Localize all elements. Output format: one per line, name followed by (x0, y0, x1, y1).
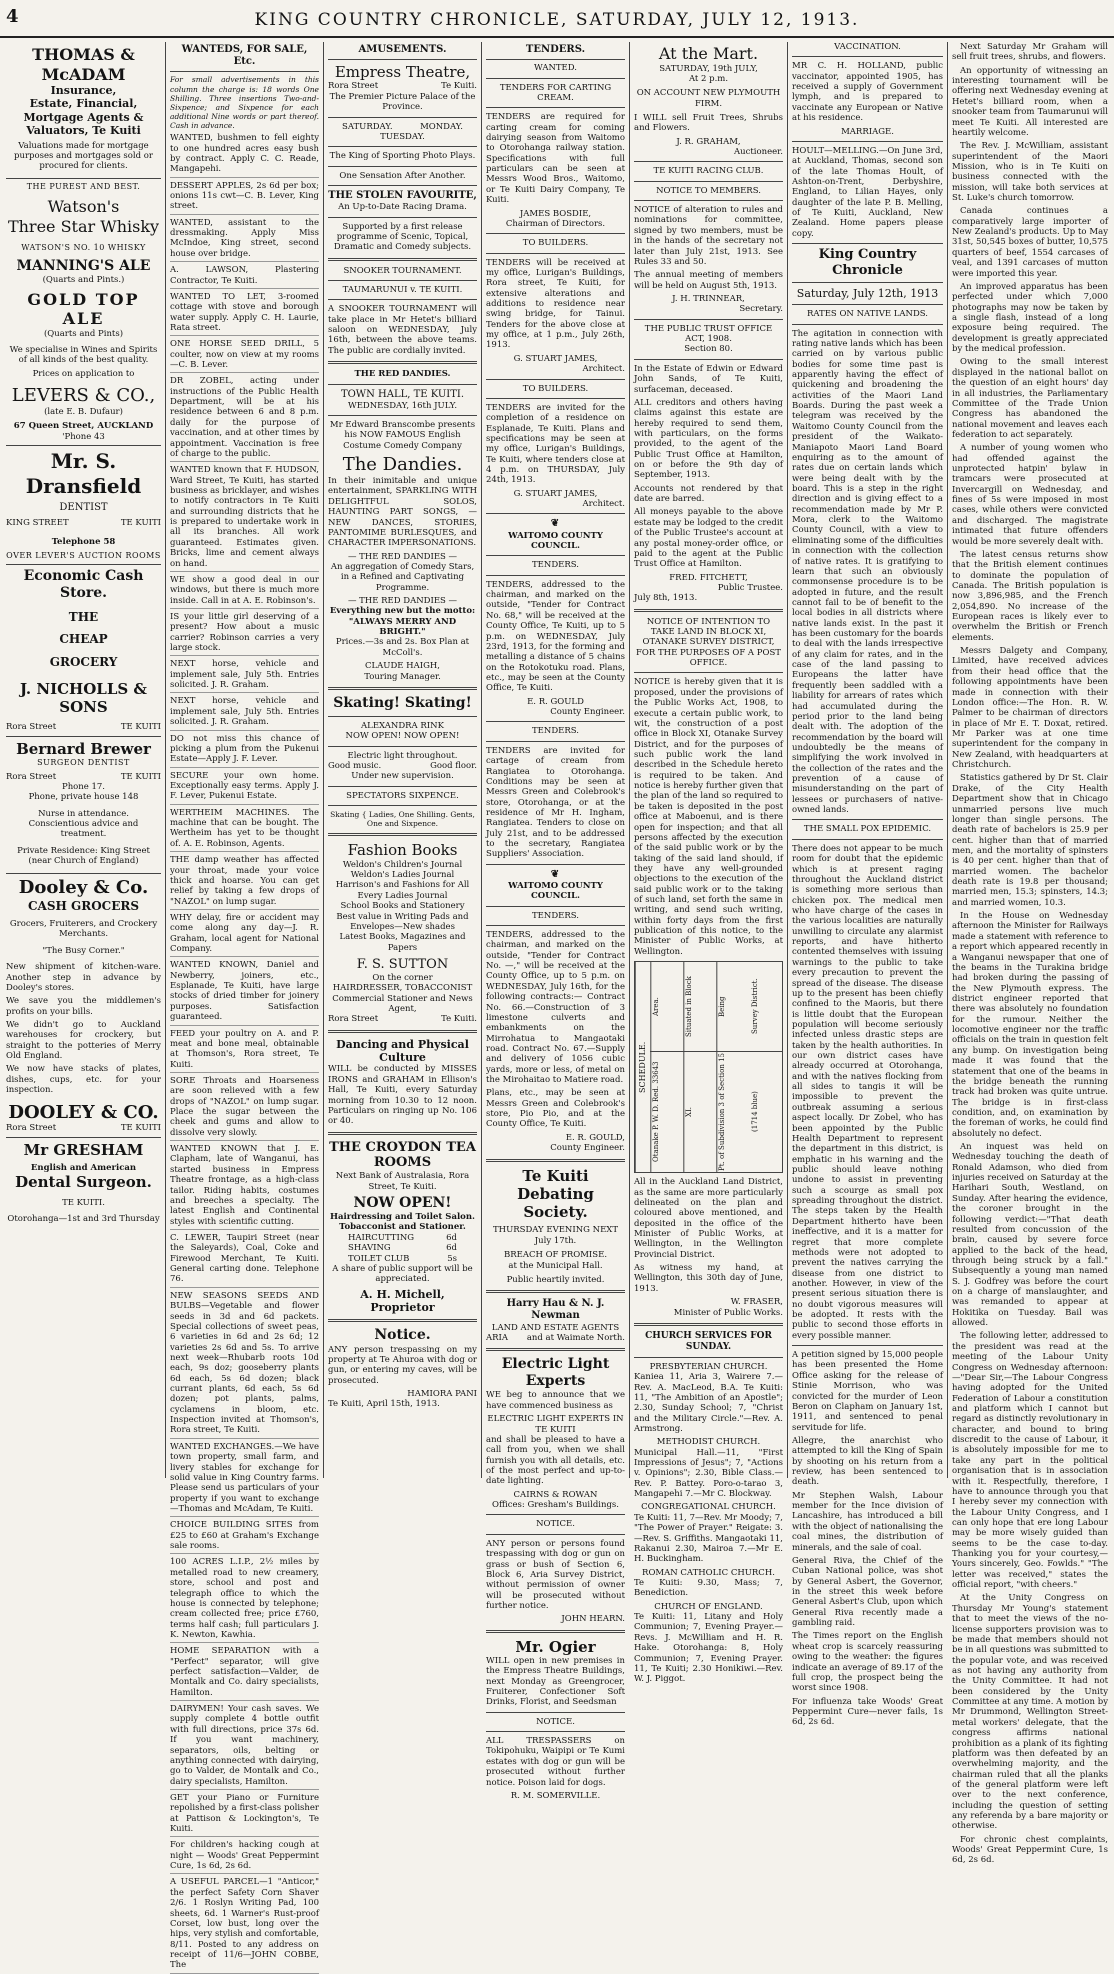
page-number: 4 (6, 6, 19, 27)
column-7-news (948, 42, 1112, 1866)
news-paragraph: The following letter, addressed to the president was read at the meeting of the Labour Unity Congress on Wednesday afternoon:—"Dear Sir,—The Labour Congress having adopted for the United Federation of Labour a constitution and platform which I cannot but regard as distinctly revolutionary in character, and bound to bring discredit to the cause of Labour, it is absolutely impossible for me to take any part in the political organisation that is in association with it. Respectfully, therefore, I have to announce through you that I hereby sever my connection with the Labour Unity Congress, and I can only hope that ere long Labour may be more wisely guided than seems to be the case to-day. Thanking you for your courtesy,—Yours sincerely, Geo. Fowlds." "The letter was received," states the official report, "with cheers." (952, 1331, 1108, 1591)
fashion-list-item: Every Ladies Journal (357, 890, 448, 901)
classified-ad: NEW SEASONS SEEDS AND BULBS—Vegetable and flower seeds in 3d and 6d packets. Special collections of sweet peas, 6 varieties in 6d and 2s 6d; 12 varieties 2s 6d and 5s. To arrive next week—Rhubarb roots 10d each, 9s doz; gooseberry plants 6d each, 5s 6d dozen; black currant plants, 6d each, 5s 6d dozen; pot plants, palms, cyclamens in bloom, etc. Inspection invited at Thomson's, Rora street, Te Kuiti. (170, 1291, 319, 1439)
news-paragraph: An inquest was held on Wednesday touching the death of Ronald Adamson, who died from injuries received on Saturday at the Harihari South, Westland, on Sunday. After hearing the evidence, the coroner brought in the following verdict:—"That death resulted from concussion of the brain, caused by severe force applied to the back of the head, through being struck by a fall." Subsequently a young man named S. J. Godfrey was before the court on a charge of manslaughter, and was remanded to appear at Hokitika on Tuesday. Bail was allowed. (952, 1142, 1108, 1329)
fashion-list-item: Latest Books, Magazines and Papers (339, 932, 466, 953)
news-paragraph: Next Saturday Mr Graham will sell fruit trees, shrubs, and flowers. (952, 42, 1108, 63)
classified-ad: DAIRYMEN! Your cash saves. We supply complete 4 bottle outfit with full directions, price 37s 6d. If you want machinery, separators, oils, belting or anything connected with dairying, go to Valder, de Montalk and Co., dairy specialists, Hamilton. (170, 1704, 319, 1790)
price-value: 6d (446, 1232, 457, 1243)
fashion-list-item: Harrison's and Fashions for All (335, 880, 470, 891)
classified-ad: WANTED known that F. HUDSON, Ward Street, Te Kuiti, has started business as bricklayer, and wishes to notify contractors in Te Kuiti and surrounding districts that he is prepared to undertake work in all its branches. All work guaranteed. Estimates given. Bricks, lime and cement always on hand. (170, 465, 319, 572)
classified-ad: WANTED KNOWN that J. E. Clapham, late of Wanganui, has started business in Empress Theatre frontage, as a high-class tailor. Riding habits, costumes and breeches a specialty. The latest English and Continental styles with scientific cutting. (170, 1144, 319, 1230)
price-row (328, 1243, 477, 1253)
classified-ad: DESSERT APPLES, 2s 6d per box; onions 11s cwt—C. B. Lever, King street. (170, 181, 319, 215)
classified-ad: C. LEWER, Taupiri Street (near the Saleyards), Coal, Coke and Firewood Merchant, Te Kuiti. General carting done. Telephone 76. (170, 1233, 319, 1288)
classified-ad: WANTED, bushmen to fell eighty to one hundred acres easy bush by contract. Apply C. C. Reade, Mangapehi. (170, 133, 319, 177)
newspaper-title: KING COUNTRY CHRONICLE, SATURDAY, JULY 12, 1913. (254, 10, 860, 30)
news-paragraph: Owing to the small interest displayed in the national ballot on the question of an eight hours' day in all industries, the Parliamentary Committee of the Trade Union Congress has abandoned the national movement and leaves each federation to act separately. (952, 357, 1108, 440)
classified-ad: DO not miss this chance of picking a plum from the Pukenui Estate—Apply J. F. Lever. (170, 734, 319, 768)
dooley-ad: Dooley & Co. CASH GROCERS Grocers, Fruiterers, and Crockery Merchants. "The Busy Corner." New shipment of kitchen-ware. Another step in advance by Dooley's stores. We save you the middlemen's profits on your bills. We didn't go to Auckland warehouses for crockery, but straight to the potteries of Merry Old England. We now have stacks of plates, dishes, cups, etc. for your inspection. DOOLEY & CO. Rora Street TE KUITI (6, 874, 161, 1138)
column-4-tenders: TENDERS. WANTED. TENDERS FOR CARTING CREAM. TENDERS are required for carting cream for coming dairying season from Waitomo to Otorohanga railway station. Specifications with full particulars can be seen at Messrs Wood Bros., Waitomo, or Te Kuiti Dairy Company, Te Kuiti. JAMES BOSDIE, Chairman of Directors. TO BUILDERS. TENDERS will be received at my office, Lurigan's Buildings, Rora street, Te Kuiti, for extensive alterations and additions to residence near swing bridge, for Tainui. Tenders for the above close at my office, at 1 p.m., July 26th, 1913. G. STUART JAMES, Architect. TO BUILDERS. TENDERS are invited for the completion of a residence on Esplanade, Te Kuiti. Plans and specifications may be seen at my office, Lurigan's Buildings, Te Kuiti, where tenders close at 4 p.m. on THURSDAY, July 24th, 1913. G. STUART JAMES, Architect. ❦ WAITOMO COUNTY COUNCIL. TENDERS. TENDERS, addressed to the chairman, and marked on the outside, "Tender for Contract No. 68," will be received at the County Office, Te Kuiti, up to 5 p.m. on WEDNESDAY, July 23rd, 1913, for the forming and metalling a distance of 5 chains on the Rotokotuku road. Plans, etc., may be seen at the County Office, Te Kuiti. E. R. GOULD County Engineer. TENDERS. TENDERS are invited for cartage of cream from Rangiatea to Otorohanga. Conditions may be seen at Messrs Green and Colebrook's store, Otorohanga, or at the residence of Mr H. Ingham, Rangiatea. Tenders to close on July 21st, and to be addressed to the secretary, Rangiatea Suppliers' Association. ❦ WAITOMO COUNTY COUNCIL. TENDERS. TENDERS, addressed to the chairman, and marked on the outside, "Tender for Contract No. —," will be received at the County Office, up to 5 p.m. on WEDNESDAY, July 16th, for the following contracts:— Contract No. 66.—Construction of 3 limestone culverts and embankments on the Mirrohatua to Mangaotaki road. Contract No. 67.—Supply and delivery of 1056 cubic yards, more or less, of metal on the Mirohaitao to Matiere road. Plans, etc., may be seen at Messrs Green and Colebrook's store, Pio Pio, and at the County Office, Te Kuiti. E. R. GOULD, County Engineer. Te Kuiti Debating Society. THURSDAY EVENING NEXT July 17th. BREACH OF PROMISE. at the Municipal Hall. Public heartily invited. Harry Hau & N. J. Newman LAND AND ESTATE AGENTS ARIA and at Waimate North. Electric Light Experts WE beg to announce that we have commenced business as ELECTRIC LIGHT EXPERTS IN TE KUITI and shall be pleased to have a call from you, when we shall furnish you with all details, etc. of the most perfect and up-to-date lighting. CAIRNS & ROWAN Offices: Gresham's Buildings. NOTICE. ANY person or persons found trespassing with dog or gun on grass or bush of Section 6, Block 6, Aria Survey District, without permission of owner will be prosecuted without further notice. JOHN HEARN. Mr. Ogier WILL open in new premises in the Empress Theatre Buildings, next Monday as Greengrocer, Fruiterer, Confectioner Soft Drinks, Florist, and Seedsman NOTICE. ALL TRESPASSERS on Tokipohuku, Waipipi or Te Kumi estates with dog or gun will be prosecuted without further notice. Poison laid for dogs. R. M. SOMERVILLE. (482, 42, 630, 1478)
classified-ad: CHOICE BUILDING SITES from £25 to £60 at Graham's Exchange sale rooms. (170, 1520, 319, 1554)
newspaper-nameplate: King Country Chronicle (792, 243, 943, 283)
advertiser-name: THOMAS & McADAM (32, 45, 135, 84)
classified-ad: FEED your poultry on A. and P. meat and bone meal, obtainable at Thomson's, Rora street, Te Kuiti. (170, 1029, 319, 1073)
gresham-ad: Mr GRESHAM English and American Dental Surgeon. TE KUITI. Otorohanga—1st and 3rd Thursday (7, 1140, 160, 1225)
news-paragraph: At the Unity Congress on Thursday Mr Young's statement that to meet the views of the no-license supporters provision was to be made that members should not be in all questions was submitted to the popular vote, and was received as not having any authority from the Unity Committee. It had not been considered by the Unity Committee at any time. A motion by Mr Drummond, Wellington Street-metal workers' delegate, that the congress affirms national prohibition as a plank of its fighting platform was then defeated by an overwhelming majority, and the chairman ruled that all the planks of the general platform were left over to the next conference, including the question of setting any referenda by a bare majority or otherwise. (952, 1593, 1108, 1832)
news-paragraph-list (952, 42, 1108, 1866)
news-paragraph: The Rev. J. McWilliam, assistant superintendent of the Maori Mission, who is in Te Kuiti on business connected with the mission, will take both services at St. Luke's church tomorrow. (952, 141, 1108, 204)
council-crest-icon: ❦ (550, 518, 561, 530)
fashion-list-item: School Books and Stationery (340, 901, 465, 912)
classified-ad: NEXT horse, vehicle and implement sale, July 5th. Entries solicited. J. R. Graham. (170, 659, 319, 693)
classified-ad: SORE Throats and Hoarseness are soon relieved with a few drops of "NAZOL" on lump sugar. Place the sugar between the cheek and gums and allow to dissolve very slowly. (170, 1076, 319, 1141)
column-5-notices: At the Mart. SATURDAY, 19th JULY, At 2 p.m. ON ACCOUNT NEW PLYMOUTH FIRM. I WILL sell Fruit Trees, Shrubs and Flowers. J. R. GRAHAM, Auctioneer. TE KUITI RACING CLUB. NOTICE TO MEMBERS. NOTICE of alteration to rules and nominations for committee, signed by two members, must be in the hands of the secretary not later than July 21st, 1913. See Rules 33 and 50. The annual meeting of members will be held on August 5th, 1913. J. H. TRINNEAR, Secretary. THE PUBLIC TRUST OFFICE ACT, 1908. Section 80. In the Estate of Edwin or Edward John Sands, of Te Kuiti, surfaceman, deceased. ALL creditors and others having claims against this estate are hereby required to send them, with particulars, on the forms provided, to the agent of the Public Trust Office at Hamilton, on or before the 9th day of September, 1913. Accounts not rendered by that date are barred. All moneys payable to the above estate may be lodged to the credit of the Public Trustee's account at any postal money-order office, or paid to the agent at the Public Trust Office at Hamilton. FRED. FITCHETT, Public Trustee. July 8th, 1913. NOTICE OF INTENTION TO TAKE LAND IN BLOCK XI, OTANAKE SURVEY DISTRICT, FOR THE PURPOSES OF A POST OFFICE. NOTICE is hereby given that it is proposed, under the provisions of the Public Works Act, 1908, to execute a certain public work, to wit, the construction of a post office in Block XI, Otanake Survey District, and for the purposes of such public work the land described in the Schedule hereto is required to be taken. And notice is hereby further given that the plan of the land so required to be taken is deposited in the post office at Maboenui, and is there open for inspection; and that all persons affected by the execution of the said public work or by the taking of the said land should, if they have any well-grounded objections to the execution of the said public work or to the taking of such land, set forth the same in writing, and send such writing, within forty days from the first publication of this notice, to the Minister of Public Works, at Wellington. SCHEDULE. Area. Situated in Block Being Survey District. Otanake P. W. D. Red. 33643 XI. Pt. of Subdivision 3 of Section 15 (1714 blue) All in the Auckland Land District, as the same are more particularly delineated on the plan and coloured above mentioned, and deposited in the office of the Minister of Public Works, at Wellington, in the Wellington Provincial District. As witness my hand, at Wellington, this 30th day of June, 1913. W. FRASER, Minister of Public Works. CHURCH SERVICES FOR SUNDAY. PRESBYTERIAN CHURCH. Kaniea 11, Aria 3, Wairere 7.—Rev. A. MacLeod, B.A. Te Kuiti: 11, "The Ambition of an Apostle"; 2.30, Sunday School; 7, "Christ and the Military Circle."—Rev. A. Armstrong. METHODIST CHURCH. Municipal Hall.—11, "First Impressions of Jesus"; 7, "Actions v. Opinions"; 2.30, Bible Class.—Rev. P. Battey. Poro-o-tarao 3, Mangapehi 7.—Mr C. Blockway. CONGREGATIONAL CHURCH. Te Kuiti: 11, 7—Rev. Mr Moody; 7, "The Power of Prayer." Reigate: 3.—Rev. S. Griffiths. Mangaotaki 11, Rakanui 2.30, Mairoa 7.—Mr E. H. Buckingham. ROMAN CATHOLIC CHURCH. Te Kuiti: 9.30, Mass; 7, Benediction. CHURCH OF ENGLAND. Te Kuiti: 11, Litany and Holy Communion; 7, Evening Prayer.—Revs. J. McWilliam and H. R. Hake. Otorohanga: 8, Holy Communion; 7, Evening Prayer. 11, Te Kuiti; 2.30 Honikiwi.—Rev. W. J. Piggot. (630, 42, 788, 1478)
classified-ad: For children's hacking cough at night — Woods' Great Peppermint Cure, 1s 6d, 2s 6d. (170, 1840, 319, 1874)
empress-theatre-title: Empress Theatre, (334, 63, 471, 82)
brewer-ad: Bernard Brewer SURGEON DENTIST Rora Street TE KUITI Phone 17. Phone, private house 148 Nurse in attendance. Conscientious advice and treatment. Private Residence: King Street (near Church of England) (6, 737, 161, 874)
price-value: 6d (446, 1243, 457, 1254)
price-row (328, 1254, 477, 1264)
fashion-list-item: Weldon's Children's Journal (342, 859, 463, 870)
section-heading: WANTEDS, FOR SALE, Etc. (170, 42, 319, 72)
classified-ad: NEXT horse, vehicle and implement sale, July 5th. Entries solicited. J. R. Graham. (170, 696, 319, 730)
news-paragraph: Statistics gathered by Dr St. Clair Drake, of the City Health Department show that in Chicago unmarried persons live much longer than single persons. The death rate of bachelors is 25.9 per cent. higher than that of married men, and the mortality of spinsters is 40 per cent. higher than that of married women. The bachelor death rate is 19.8 per thousand; married men, 15.3; spinsters, 14.3; and married women, 10.3. (952, 773, 1108, 908)
price-item: SHAVING (348, 1243, 391, 1254)
news-paragraph: In the House on Wednesday afternoon the Minister for Railways made a statement with reference to a report which appeared recently in a Wanganui newspaper that one of the beams in the Turakina bridge had broken during the passing of the New Plymouth express. The district engineer reported that there was absolutely no foundation for the rumour. Neither the locomotive engineer nor the traffic officials on the train in question felt any bump. On investigation being made it was found that the statement that one of the beams in the bridge beneath the running track had broken was quite untrue. The bridge is in first-class condition, and, on examination by the foreman of works, he could find absolutely no defect. (952, 911, 1108, 1139)
nicholls-ad: Economic Cash Store. THE CHEAP GROCERY J. NICHOLLS & SONS Rora Street TE KUITI (6, 565, 161, 737)
news-paragraph: An opportunity of witnessing an interesting tournament will be offering next Wednesday evening at Hetet's billiard room, when a snooker team from Taumarunui will meet Te Kuiti. All interested are heartily welcome. (952, 65, 1108, 138)
classified-ad: ONE HORSE SEED DRILL, 5 coulter, now on view at my rooms—C. B. Lever. (170, 339, 319, 373)
classified-ad: HOME SEPARATION with a "Perfect" separator, will give perfect satisfaction—Valder, de Montalk and Co. dairy specialists, Hamilton. (170, 1646, 319, 1701)
classified-list (170, 133, 319, 1974)
council-crest-icon: ❦ (550, 868, 561, 880)
section-heading: TENDERS. (486, 42, 625, 60)
news-paragraph: The latest census returns show that the British element continues to dominate the population of Canada. The British population is now 3,896,985, and the French 2,054,890. No increase of the European races is likely ever to overwhelm the British or French elements. (952, 549, 1108, 643)
price-row (328, 1233, 477, 1243)
skating-heading: Skating! Skating! (333, 694, 472, 711)
news-paragraph: Messrs Dalgety and Company, Limited, have received advices from their head office that the following appointments have been made in connection with their London office:—The Hon. R. W. Palmer to be chairman of directors in place of Mr E. T. Doxat, retired. Mr Parker was at one time superintendent for the company in New Zealand, with headquarters at Christchurch. (952, 646, 1108, 771)
classified-ad: DR ZOBEL, acting under instructions of the Public Health Department, will be at his residence between 6 and 8 p.m. daily for the purpose of vaccination, and at other times by appointment. Vaccination is free of charge to the public. (170, 376, 319, 462)
fashion-list-item: Best value in Writing Pads and Envelopes—New shades (336, 911, 469, 932)
price-list (328, 1233, 477, 1264)
price-value: 5s (447, 1253, 457, 1264)
classified-ad: WANTED, assistant to the dressmaking. Apply Miss McIndoe, King street, second house over bridge. (170, 218, 319, 262)
classified-ad: A USEFUL PARCEL—1 "Anticor," the perfect Safety Corn Shaver 2/6. 1 Roslyn Writing Pad, 100 sheets, 6d. 1 Warner's Rust-proof Corset, low bust, long over the hips, very stylish and comfortable, 8/11. Posted to any address on receipt of 11/6—JOHN COBBE, The (170, 1877, 319, 1973)
classified-ad: WE show a good deal in our windows, but there is much more inside. Call in at A. E. Robinson's. (170, 575, 319, 609)
price-item: TOILET CLUB (348, 1253, 410, 1264)
fashion-list-item: Weldon's Ladies Journal (350, 870, 455, 881)
classified-ad: IS your little girl deserving of a present? How about a music carrier? Robinson carries a very large stock. (170, 612, 319, 656)
classified-ad: GET your Piano or Furniture repolished by a first-class polisher at Pattison & Lockington's, Te Kuiti. (170, 1793, 319, 1837)
masthead (0, 0, 1114, 38)
news-paragraph: For chronic chest complaints, Woods' Great Peppermint Cure, 1s 6d, 2s 6d. (952, 1834, 1108, 1866)
classified-ad: WANTED KNOWN, Daniel and Newberry, joiners, etc., Esplanade, Te Kuiti, have large stocks of dried timber for joinery purposes. Satisfaction guaranteed. (170, 960, 319, 1025)
column-6-editorial: VACCINATION. MR C. H. HOLLAND, public vaccinator, appointed 1905, has received a supply of Government lymph, and is prepared to vaccinate any European or Native at his residence. MARRIAGE. HOULT—MELLING.—On June 3rd, at Auckland, Thomas, second son of the late Thomas Hoult, of Ashton-on-Trent, Derbyshire, England, to Lilian Hayes, only daughter of the late P. B. Melling, of Te Kuiti, Auckland, New Zealand. Home papers please copy. King Country Chronicle Saturday, July 12th, 1913 RATES ON NATIVE LANDS. The agitation in connection with rating native lands which has been carried on by various public bodies for some time past is apparently having the effect of quickening and broadening the activities of the Maori Land Boards. During the past week a telegram was received by the Waitomo County Council from the president of the Waikato-Maniapoto Maori Land Board enquiring as to the amount of rates due on certain lands which were being dealt with by the board. This is a step in the right direction and is giving effect to a recommendation made by Mr P. Mora, clerk to the Waitomo County Council, with a view to eliminating some of the difficulties in connection with the collection of native rates. It is gratifying to learn that such an obviously commonsense procedure is to be adopted in future, and the result cannot fail to be of benefit to the local bodies in all districts where native lands exist. In the past it has been customary for the boards to deal with the lands irrespective of any claim for rates, and in the case of the land passing to Europeans the latter have frequently been saddled with a liability for arrears of rates which had accumulated during the period prior to the land being dealt with. The adoption of the recommendation by the board will undoubtedly be the means of simplifying the work involved in the collection of the rates and the prevention of a cause of misunderstanding on the part of lessees or purchasers of native-owned lands. THE SMALL POX EPIDEMIC. There does not appear to be much room for doubt that the epidemic which is at present raging throughout the Auckland district is something more serious than chicken pox. The medical men who have charge of the cases in the various localities are naturally unwilling to circulate any alarmist reports, and have hitherto contented themselves with issuing warnings to the public to take every precaution to prevent the spread of the disease. The disease up to the present has been chiefly confined to the Maoris, but there is little doubt that the European population will become seriously infected unless drastic steps are taken by the health authorities. In our own district cases have already occurred at Otorohanga, and with the natives flocking from all sides to tangis it will be impossible to prevent the outbreak assuming a serious aspect locally. Dr Zobel, who has been appointed by the Public Health Department to represent the department in this district, is emphatic in his warning and the public should leave nothing undone to assist in preventing such a scourge as small pox spreading throughout the district. The steps taken by the Health Department hitherto have been ineffective, and it is a matter for regret that more complete methods were not adopted to prevent the natives carrying the disease from one district to another. However, in view of the present serious situation there is no doubt vigorous measures will be adopted. It rests with the public to second those efforts in every possible manner. A petition signed by 15,000 people has been presented the Home Office asking for the release of Stinie Morrison, who was convicted for the murder of Leon Beron on Clapham on January 1st, 1911, and sentenced to penal servitude for life. Allegre, the anarchist who attempted to kill the King of Spain by shooting on his return from a review, has been sentenced to death. Mr Stephen Walsh, Labour member for the Ince division of Lancashire, has introduced a bill with the object of nationalising the coal mines, the distribution of minerals, and the sale of coal. General Riva, the Chief of the Cuban National police, was shot by General Asbert, the Governor, in the street this week before General Asbert's Club, upon which General Riva recently made a gambling raid. The Times report on the English wheat crop is scarcely reassuring owing to the weather: the figures indicate an average of 89.17 of the full crop, the prospect being the worst since 1908. For influenza take Woods' Great Peppermint Cure—never fails, 1s 6d, 2s 6d. (788, 42, 948, 1478)
classified-ad: 100 ACRES L.I.P., 2½ miles by metalled road to new creamery, store, school and post and telegraph office to which the house is connected by telephone; cream collected free; price £760, terms half cash; full particulars J. K. Newton, Kawhia. (170, 1557, 319, 1643)
thomas-mcadam-ad: THOMAS & McADAM Insurance, Estate, Financial, Mortgage Agents & Valuators, Te Kuiti Valuations made for mortgage purposes and mortgages sold or procured for clients. (6, 42, 161, 179)
levers-ad: THE PUREST AND BEST. Watson's Three Star Whisky WATSON'S NO. 10 WHISKY MANNING'S ALE (Quarts and Pints.) GOLD TOP ALE (Quarts and Pints) We specialise in Wines and Spirits of all kinds of the best quality. Prices on application to LEVERS & CO., (late E. B. Dufaur) 67 Queen Street, AUCKLAND 'Phone 43 (6, 179, 161, 446)
classified-ad: WHY delay, fire or accident may come along any day—J. R. Graham, local agent for National Company. (170, 913, 319, 957)
land-schedule-table: SCHEDULE. Area. Situated in Block Being Survey District. Otanake P. W. D. Red. 33643 XI. Pt. of Subdivision 3 of Section 15 (1714 blue) (634, 961, 783, 1173)
column-3-amusements: AMUSEMENTS. Empress Theatre, Rora Street Te Kuiti. The Premier Picture Palace of the Province. SATURDAY. MONDAY. TUESDAY. The King of Sporting Photo Plays. One Sensation After Another. THE STOLEN FAVOURITE, An Up-to-Date Racing Drama. Supported by a first release programme of Scenic, Topical, Dramatic and Comedy subjects. SNOOKER TOURNAMENT. TAUMARUNUI v. TE KUITI. A SNOOKER TOURNAMENT will take place in Mr Hetet's billiard saloon on WEDNESDAY, July 16th, between the above teams. The public are cordially invited. THE RED DANDIES. TOWN HALL, TE KUITI. WEDNESDAY, 16th JULY. Mr Edward Branscombe presents his NOW FAMOUS English Costume Comedy Company The Dandies. In their inimitable and unique entertainment, SPARKLING WITH DELIGHTFUL SOLOS, HAUNTING PART SONGS, — NEW DANCES, STORIES, PANTOMIME BURLESQUES, and CHARACTER IMPERSONATIONS. — THE RED DANDIES — An aggregation of Comedy Stars, in a Refined and Captivating Programme. — THE RED DANDIES — Everything new but the motto: "ALWAYS MERRY AND BRIGHT." Prices.—3s and 2s. Box Plan at McColl's. CLAUDE HAIGH, Touring Manager. Skating! Skating! ALEXANDRA RINK NOW OPEN! NOW OPEN! Electric light throughout. Good music. Good floor. Under new supervision. SPECTATORS SIXPENCE. Skating { Ladies, One Shilling. Gents, One and Sixpence. Fashion Books Weldon's Children's Journal Weldon's Ladies Journal Harrison's and Fashions for All Every Ladies Journal School Books and Stationery Best value in Writing Pads and Envelopes—New shades Latest Books, Magazines and Papers F. S. SUTTON On the corner HAIRDRESSER, TOBACCONIST Commercial Stationer and News Agent, Rora Street Te Kuiti. Dancing and Physical Culture WILL be conducted by MISSES IRONS and GRAHAM in Ellison's Hall, Te Kuiti, every Saturday morning from 10.30 to 12 noon. Particulars on ringing up No. 106 or 40. THE CROYDON TEA ROOMS Next Bank of Australasia, Rora Street, Te Kuiti. NOW OPEN! Hairdressing and Toilet Salon. Tobacconist and Stationer. HAIRCUTTING 6d SHAVING 6d TOILET CLUB 5s A share of public support will be appreciated. A. H. Michell, Proprietor Notice. ANY person trespassing on my property at Te Ahuroa with dog or gun, or entering my caves, will be prosecuted. HAMIORA PANI Te Kuiti, April 15th, 1913. (324, 42, 482, 1478)
fashion-book-list (328, 860, 477, 953)
news-paragraph: Canada continues a comparatively large importer of New Zealand's products. Up to May 31st, 50,545 boxes of butter, 10,575 quarters of beef, 1554 carcases of veal, and 1391 carcases of mutton were imported this year. (952, 206, 1108, 279)
section-heading: AMUSEMENTS. (328, 42, 477, 60)
classified-ad: WERTHEIM MACHINES. The machine that can be bought. The Wertheim has yet to be thought of. A. E. Robinson, Agents. (170, 808, 319, 852)
dransfield-ad: Mr. S. Dransfield DENTIST KING STREET TE KUITI Telephone 58 OVER LEVER'S AUCTION ROOMS (6, 446, 161, 564)
column-1-ads (2, 42, 166, 1478)
news-paragraph: A number of young women who had offended against the unprotected hatpin' bylaw in tramcars were prosecuted at Invercargill on Wednesday, and fines of 5s were imposed in most cases, while others were convicted and discharged. The magistrate intimated that future offenders would be more severely dealt with. (952, 443, 1108, 547)
classified-ad: THE damp weather has affected your throat, made your voice thick and hoarse. You can get relief by taking a few drops of "NAZOL" on lump sugar. (170, 855, 319, 910)
classified-ad: WANTED TO LET, 3-roomed cottage with stove and borough water supply. Apply C. H. Laurie, Rata street. (170, 292, 319, 336)
price-item: HAIRCUTTING (348, 1232, 415, 1243)
news-paragraph: An improved apparatus has been perfected under which 7,000 photographs may now be taken by a single flash, instead of a long exposure being required. The development is greatly appreciated by the medical profession. (952, 281, 1108, 355)
column-2-classifieds: WANTEDS, FOR SALE, Etc. For small advertisements in this column the charge is: 18 words One Shilling. Three insertions Two-and-Sixpence; and Sixpence for each additional Nine words or part thereof. Cash in advance. WANTED, bushmen to fell eighty to one hundred acres easy bush by contract. Apply C. C. Reade, Mangapehi. DESSERT APPLES, 2s 6d per box; onions 11s cwt—C. B. Lever, King street. WANTED, assistant to the dressmaking. Apply Miss McIndoe, King street, second house over bridge. A. LAWSON, Plastering Contractor, Te Kuiti. WANTED TO LET, 3-roomed cottage with stove and borough water supply. Apply C. H. Laurie, Rata street. ONE HORSE SEED DRILL, 5 coulter, now on view at my rooms—C. B. Lever. DR ZOBEL, acting under instructions of the Public Health Department, will be at his residence between 6 and 8 p.m. daily for the purpose of vaccination, and at other times by appointment. Vaccination is free of charge to the public. WANTED known that F. HUDSON, Ward Street, Te Kuiti, has started business as bricklayer, and wishes to notify contractors in Te Kuiti and surrounding districts that he is prepared to undertake work in all its branches. All work guaranteed. Estimates given. Bricks, lime and cement always on hand. WE show a good deal in our windows, but there is much more inside. Call in at A. E. Robinson's. IS your little girl deserving of a present? How about a music carrier? Robinson carries a very large stock. NEXT horse, vehicle and implement sale, July 5th. Entries solicited. J. R. Graham. NEXT horse, vehicle and implement sale, July 5th. Entries solicited. J. R. Graham. DO not miss this chance of picking a plum from the Pukenui Estate—Apply J. F. Lever. SECURE your own home. Exceptionally easy terms. Apply J. F. Lever, Pukenui Estate. WERTHEIM MACHINES. The machine that can be bought. The Wertheim has yet to be thought of. A. E. Robinson, Agents. THE damp weather has affected your throat, made your voice thick and hoarse. You can get relief by taking a few drops of "NAZOL" on lump sugar. WHY delay, fire or accident may come along any day—J. R. Graham, local agent for National Company. WANTED KNOWN, Daniel and Newberry, joiners, etc., Esplanade, Te Kuiti, have large stocks of dried timber for joinery purposes. Satisfaction guaranteed. FEED your poultry on A. and P. meat and bone meal, obtainable at Thomson's, Rora street, Te Kuiti. SORE Throats and Hoarseness are soon relieved with a few drops of "NAZOL" on lump sugar. Place the sugar between the cheek and gums and allow to dissolve very slowly. WANTED KNOWN that J. E. Clapham, late of Wanganui, has started business in Empress Theatre frontage, as a high-class tailor. Riding habits, costumes and breeches a specialty. The latest English and Continental styles with scientific cutting. C. LEWER, Taupiri Street (near the Saleyards), Coal, Coke and Firewood Merchant, Te Kuiti. General carting done. Telephone 76. NEW SEASONS SEEDS AND BULBS—Vegetable and flower seeds in 3d and 6d packets. Special collections of sweet peas, 6 varieties in 6d and 2s 6d; 12 varieties 2s 6d and 5s. To arrive next week—Rhubarb roots 10d each, 9s doz; gooseberry plants 6d each, 5s 6d dozen; black currant plants, 6d each, 5s 6d dozen; pot plants, palms, cyclamens in bloom, etc. Inspection invited at Thomson's, Rora street, Te Kuiti. WANTED EXCHANGES.—We have town property, small farm, and livery stables for exchange for solid value in King Country farms. Please send us particulars of your property if you want to exchange—Thomas and McAdam, Te Kuiti. CHOICE BUILDING SITES from £25 to £60 at Graham's Exchange sale rooms. 100 ACRES L.I.P., 2½ miles by metalled road to new creamery, store, school and post and telegraph office to which the house is connected by telephone; cream collected free; price £760, terms half cash; full particulars J. K. Newton, Kawhia. HOME SEPARATION with a "Perfect" separator, will give perfect satisfaction—Valder, de Montalk and Co. dairy specialists, Hamilton. DAIRYMEN! Your cash saves. We supply complete 4 bottle outfit with full directions, price 37s 6d. If you want machinery, separators, oils, belting or anything connected with dairying, go to Valder, de Montalk and Co., dairy specialists, Hamilton. GET your Piano or Furniture repolished by a first-class polisher at Pattison & Lockington's, Te Kuiti. For children's hacking cough at night — Woods' Great Peppermint Cure, 1s 6d, 2s 6d. A USEFUL PARCEL—1 "Anticor," the perfect Safety Corn Shaver 2/6. 1 Roslyn Writing Pad, 100 sheets, 6d. 1 Warner's Rust-proof Corset, low bust, long over the hips, very stylish and comfortable, 8/11. Posted to any address on receipt of 11/6—JOHN COBBE, The (166, 42, 324, 1478)
classified-ad: WANTED EXCHANGES.—We have town property, small farm, and livery stables for exchange for solid value in King Country farms. Please send us particulars of your property if you want to exchange—Thomas and McAdam, Te Kuiti. (170, 1442, 319, 1518)
classified-ad: A. LAWSON, Plastering Contractor, Te Kuiti. (170, 265, 319, 289)
classified-ad: SECURE your own home. Exceptionally easy terms. Apply J. F. Lever, Pukenui Estate. (170, 771, 319, 805)
